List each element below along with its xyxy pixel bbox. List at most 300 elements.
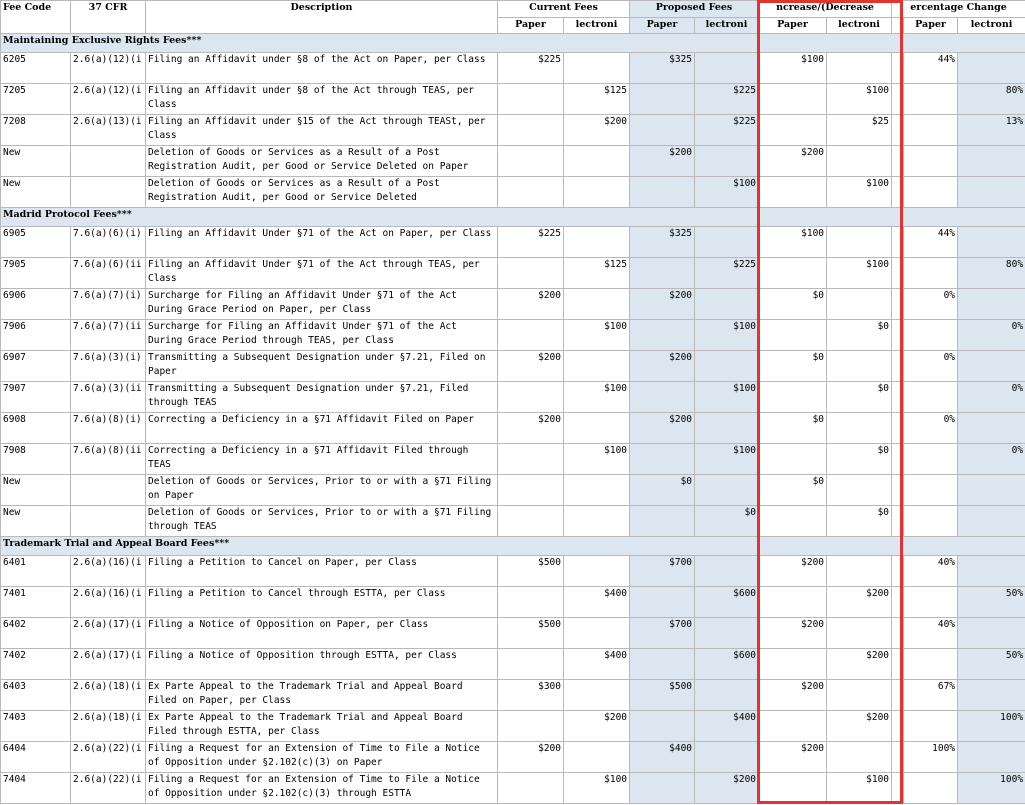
current-electronic-cell: $100	[564, 320, 630, 351]
fee-row	[1, 618, 1025, 649]
percent-electronic-cell	[958, 413, 1025, 444]
spacer-cell	[892, 18, 904, 34]
change-electronic-cell: $200	[827, 649, 892, 680]
spacer-cell	[892, 475, 904, 506]
proposed-paper-cell	[630, 649, 695, 680]
change-electronic-cell	[827, 742, 892, 773]
proposed-electronic-cell	[695, 742, 759, 773]
spacer-cell	[892, 351, 904, 382]
change-electronic-cell: $0	[827, 382, 892, 413]
change-paper-cell	[759, 773, 827, 804]
proposed-paper-cell: $200	[630, 146, 695, 177]
change-electronic-cell: $100	[827, 258, 892, 289]
current-paper-cell: $500	[498, 556, 564, 587]
fee-code-cell: 6905	[1, 227, 71, 258]
fee-row	[1, 115, 1025, 146]
proposed-electronic-cell	[695, 413, 759, 444]
fee-code-cell: New	[1, 506, 71, 537]
change-electronic-cell: $100	[827, 84, 892, 115]
change-paper-cell	[759, 711, 827, 742]
current-electronic-cell	[564, 506, 630, 537]
proposed-paper-cell: $200	[630, 413, 695, 444]
description-cell: Ex Parte Appeal to the Trademark Trial and Appeal Board Filed through ESTTA, per Class	[146, 711, 498, 742]
description-cell: Filing a Petition to Cancel on Paper, per Class	[146, 556, 498, 587]
cfr-cell: 2.6(a)(22)(i	[71, 773, 146, 804]
current-paper-cell: $200	[498, 351, 564, 382]
current-paper-cell	[498, 506, 564, 537]
description-cell: Filing an Affidavit under §15 of the Act through TEASt, per Class	[146, 115, 498, 146]
cfr-cell: 7.6(a)(7)(i)	[71, 289, 146, 320]
percent-paper-cell	[904, 444, 958, 475]
cfr-cell: 7.6(a)(6)(ii	[71, 258, 146, 289]
spacer-cell	[892, 289, 904, 320]
subhead-current-paper: Paper	[498, 18, 564, 34]
proposed-electronic-cell: $225	[695, 84, 759, 115]
current-paper-cell	[498, 382, 564, 413]
change-electronic-cell: $0	[827, 320, 892, 351]
current-electronic-cell: $200	[564, 115, 630, 146]
spacer-cell	[892, 444, 904, 475]
change-paper-cell: $200	[759, 742, 827, 773]
fee-row	[1, 444, 1025, 475]
percent-paper-cell: 0%	[904, 351, 958, 382]
percent-paper-cell: 44%	[904, 53, 958, 84]
spacer-cell	[892, 742, 904, 773]
current-electronic-cell	[564, 177, 630, 208]
fee-code-cell: New	[1, 177, 71, 208]
cfr-cell: 2.6(a)(22)(i	[71, 742, 146, 773]
percent-paper-cell	[904, 84, 958, 115]
section-header	[1, 34, 1025, 53]
change-electronic-cell	[827, 413, 892, 444]
section-header	[1, 537, 1025, 556]
fee-code-cell: 7205	[1, 84, 71, 115]
subhead-proposed-electronic: lectroni	[695, 18, 759, 34]
current-electronic-cell	[564, 351, 630, 382]
proposed-electronic-cell	[695, 53, 759, 84]
current-electronic-cell	[564, 227, 630, 258]
change-electronic-cell	[827, 289, 892, 320]
current-electronic-cell: $100	[564, 444, 630, 475]
cfr-cell: 2.6(a)(18)(i	[71, 680, 146, 711]
proposed-paper-cell	[630, 84, 695, 115]
description-cell: Filing an Affidavit under §8 of the Act through TEAS, per Class	[146, 84, 498, 115]
percent-paper-cell	[904, 115, 958, 146]
section-header	[1, 208, 1025, 227]
spacer-cell	[892, 711, 904, 742]
fee-code-cell: 6205	[1, 53, 71, 84]
fee-row	[1, 742, 1025, 773]
proposed-electronic-cell: $400	[695, 711, 759, 742]
fee-row	[1, 680, 1025, 711]
spacer-cell	[892, 618, 904, 649]
fee-code-cell: 7402	[1, 649, 71, 680]
section-title: Maintaining Exclusive Rights Fees***	[1, 34, 1025, 53]
percent-electronic-cell	[958, 556, 1025, 587]
description-cell: Correcting a Deficiency in a §71 Affidavit Filed through TEAS	[146, 444, 498, 475]
current-paper-cell	[498, 258, 564, 289]
proposed-paper-cell: $500	[630, 680, 695, 711]
header-increase-decrease: ncrease/(Decrease	[759, 1, 892, 18]
description-cell: Filing a Petition to Cancel through ESTTA, per Class	[146, 587, 498, 618]
description-cell: Deletion of Goods or Services, Prior to or with a §71 Filing through TEAS	[146, 506, 498, 537]
percent-electronic-cell	[958, 618, 1025, 649]
percent-electronic-cell	[958, 506, 1025, 537]
percent-paper-cell	[904, 320, 958, 351]
header-fee-code: Fee Code	[1, 1, 71, 34]
proposed-electronic-cell	[695, 146, 759, 177]
percent-paper-cell: 40%	[904, 556, 958, 587]
percent-electronic-cell: 80%	[958, 258, 1025, 289]
percent-paper-cell: 40%	[904, 618, 958, 649]
proposed-paper-cell	[630, 587, 695, 618]
spacer-cell	[892, 506, 904, 537]
percent-electronic-cell	[958, 351, 1025, 382]
current-paper-cell	[498, 475, 564, 506]
spacer-cell	[892, 413, 904, 444]
cfr-cell	[71, 177, 146, 208]
current-electronic-cell: $125	[564, 258, 630, 289]
current-electronic-cell: $125	[564, 84, 630, 115]
fee-code-cell: 7208	[1, 115, 71, 146]
cfr-cell: 7.6(a)(3)(ii	[71, 382, 146, 413]
fee-code-cell: 7906	[1, 320, 71, 351]
change-paper-cell: $0	[759, 351, 827, 382]
percent-electronic-cell: 80%	[958, 84, 1025, 115]
cfr-cell: 2.6(a)(16)(i	[71, 556, 146, 587]
current-paper-cell	[498, 146, 564, 177]
fee-row	[1, 351, 1025, 382]
change-electronic-cell: $0	[827, 444, 892, 475]
description-cell: Transmitting a Subsequent Designation under §7.21, Filed on Paper	[146, 351, 498, 382]
fee-code-cell: 6906	[1, 289, 71, 320]
spacer-cell	[892, 53, 904, 84]
change-paper-cell: $200	[759, 556, 827, 587]
proposed-electronic-cell: $225	[695, 258, 759, 289]
fee-row	[1, 506, 1025, 537]
fee-code-cell: 7403	[1, 711, 71, 742]
spacer-cell	[892, 84, 904, 115]
percent-electronic-cell	[958, 53, 1025, 84]
subhead-percent-electronic: lectroni	[958, 18, 1025, 34]
proposed-electronic-cell	[695, 680, 759, 711]
proposed-paper-cell	[630, 115, 695, 146]
current-electronic-cell	[564, 475, 630, 506]
change-paper-cell	[759, 258, 827, 289]
proposed-electronic-cell	[695, 475, 759, 506]
proposed-paper-cell	[630, 711, 695, 742]
proposed-paper-cell: $200	[630, 351, 695, 382]
proposed-electronic-cell: $100	[695, 320, 759, 351]
percent-paper-cell	[904, 146, 958, 177]
fee-row	[1, 146, 1025, 177]
percent-electronic-cell	[958, 680, 1025, 711]
fee-row	[1, 413, 1025, 444]
percent-paper-cell: 0%	[904, 413, 958, 444]
proposed-paper-cell	[630, 444, 695, 475]
change-paper-cell: $0	[759, 413, 827, 444]
spacer-cell	[892, 773, 904, 804]
change-paper-cell: $100	[759, 53, 827, 84]
current-electronic-cell	[564, 289, 630, 320]
fee-row	[1, 556, 1025, 587]
change-paper-cell: $200	[759, 680, 827, 711]
percent-electronic-cell	[958, 289, 1025, 320]
current-paper-cell: $200	[498, 289, 564, 320]
current-paper-cell	[498, 320, 564, 351]
header-description: Description	[146, 1, 498, 34]
section-title: Trademark Trial and Appeal Board Fees***	[1, 537, 1025, 556]
fee-code-cell: 6908	[1, 413, 71, 444]
description-cell: Deletion of Goods or Services as a Result of a Post Registration Audit, per Good or Service Deleted on Paper	[146, 146, 498, 177]
description-cell: Transmitting a Subsequent Designation under §7.21, Filed through TEAS	[146, 382, 498, 413]
proposed-electronic-cell: $600	[695, 649, 759, 680]
current-electronic-cell	[564, 146, 630, 177]
spacer-cell	[892, 320, 904, 351]
proposed-electronic-cell	[695, 618, 759, 649]
change-paper-cell	[759, 649, 827, 680]
proposed-paper-cell	[630, 382, 695, 413]
percent-electronic-cell	[958, 177, 1025, 208]
fee-code-cell: 6907	[1, 351, 71, 382]
current-electronic-cell	[564, 413, 630, 444]
proposed-paper-cell	[630, 506, 695, 537]
change-electronic-cell	[827, 680, 892, 711]
cfr-cell	[71, 475, 146, 506]
change-paper-cell	[759, 84, 827, 115]
proposed-paper-cell: $325	[630, 227, 695, 258]
proposed-paper-cell	[630, 177, 695, 208]
proposed-electronic-cell	[695, 227, 759, 258]
fee-row	[1, 711, 1025, 742]
proposed-electronic-cell: $200	[695, 773, 759, 804]
description-cell: Ex Parte Appeal to the Trademark Trial and Appeal Board Filed on Paper, per Class	[146, 680, 498, 711]
proposed-paper-cell: $0	[630, 475, 695, 506]
cfr-cell: 7.6(a)(7)(ii	[71, 320, 146, 351]
percent-paper-cell: 0%	[904, 289, 958, 320]
percent-paper-cell	[904, 258, 958, 289]
description-cell: Filing a Notice of Opposition on Paper, per Class	[146, 618, 498, 649]
spacer-cell	[892, 177, 904, 208]
percent-electronic-cell	[958, 742, 1025, 773]
header-percentage-change: ercentage Change	[892, 1, 1025, 18]
current-electronic-cell: $400	[564, 587, 630, 618]
fee-code-cell: 7908	[1, 444, 71, 475]
spacer-cell	[892, 146, 904, 177]
percent-paper-cell	[904, 382, 958, 413]
current-paper-cell	[498, 444, 564, 475]
current-paper-cell: $200	[498, 742, 564, 773]
change-electronic-cell: $200	[827, 587, 892, 618]
fee-code-cell: New	[1, 146, 71, 177]
current-electronic-cell: $200	[564, 711, 630, 742]
proposed-electronic-cell: $100	[695, 382, 759, 413]
fee-code-cell: New	[1, 475, 71, 506]
percent-paper-cell	[904, 773, 958, 804]
proposed-paper-cell	[630, 258, 695, 289]
header-current-fees: Current Fees	[498, 1, 630, 18]
current-paper-cell	[498, 587, 564, 618]
current-electronic-cell	[564, 742, 630, 773]
change-paper-cell: $200	[759, 146, 827, 177]
fee-row	[1, 320, 1025, 351]
subhead-proposed-paper: Paper	[630, 18, 695, 34]
current-paper-cell	[498, 649, 564, 680]
change-electronic-cell	[827, 556, 892, 587]
proposed-electronic-cell: $100	[695, 444, 759, 475]
cfr-cell: 2.6(a)(17)(i	[71, 618, 146, 649]
fee-code-cell: 7907	[1, 382, 71, 413]
description-cell: Deletion of Goods or Services as a Result of a Post Registration Audit, per Good or Service Deleted	[146, 177, 498, 208]
change-electronic-cell: $25	[827, 115, 892, 146]
spacer-cell	[892, 649, 904, 680]
fee-code-cell: 7404	[1, 773, 71, 804]
subhead-change-electronic: lectroni	[827, 18, 892, 34]
cfr-cell: 7.6(a)(6)(i)	[71, 227, 146, 258]
current-electronic-cell	[564, 556, 630, 587]
current-paper-cell	[498, 84, 564, 115]
description-cell: Correcting a Deficiency in a §71 Affidavit Filed on Paper	[146, 413, 498, 444]
change-paper-cell	[759, 506, 827, 537]
spacer-cell	[892, 258, 904, 289]
spacer-cell	[892, 227, 904, 258]
header-row-1	[1, 1, 1025, 18]
description-cell: Filing an Affidavit Under §71 of the Act on Paper, per Class	[146, 227, 498, 258]
current-paper-cell	[498, 177, 564, 208]
fee-row	[1, 84, 1025, 115]
fee-row	[1, 289, 1025, 320]
spacer-cell	[892, 556, 904, 587]
fee-code-cell: 6402	[1, 618, 71, 649]
proposed-electronic-cell	[695, 556, 759, 587]
cfr-cell	[71, 506, 146, 537]
proposed-electronic-cell	[695, 289, 759, 320]
change-paper-cell	[759, 382, 827, 413]
cfr-cell: 7.6(a)(8)(ii	[71, 444, 146, 475]
change-paper-cell	[759, 115, 827, 146]
cfr-cell: 2.6(a)(13)(i	[71, 115, 146, 146]
change-paper-cell	[759, 177, 827, 208]
percent-paper-cell	[904, 177, 958, 208]
fee-row	[1, 258, 1025, 289]
fee-row	[1, 177, 1025, 208]
current-paper-cell	[498, 773, 564, 804]
current-electronic-cell: $100	[564, 773, 630, 804]
fee-row	[1, 382, 1025, 413]
description-cell: Filing an Affidavit under §8 of the Act on Paper, per Class	[146, 53, 498, 84]
change-electronic-cell	[827, 146, 892, 177]
cfr-cell: 7.6(a)(8)(i)	[71, 413, 146, 444]
current-electronic-cell	[564, 680, 630, 711]
percent-electronic-cell	[958, 475, 1025, 506]
description-cell: Filing a Request for an Extension of Time to File a Notice of Opposition under §2.102(c)(3) on Paper	[146, 742, 498, 773]
fee-code-cell: 7905	[1, 258, 71, 289]
change-electronic-cell: $0	[827, 506, 892, 537]
spacer-cell	[892, 587, 904, 618]
percent-paper-cell	[904, 506, 958, 537]
subhead-current-electronic: lectroni	[564, 18, 630, 34]
current-electronic-cell: $400	[564, 649, 630, 680]
proposed-electronic-cell: $100	[695, 177, 759, 208]
spacer-cell	[892, 680, 904, 711]
spacer-cell	[892, 382, 904, 413]
percent-paper-cell	[904, 475, 958, 506]
percent-electronic-cell: 50%	[958, 649, 1025, 680]
cfr-cell: 2.6(a)(12)(i	[71, 84, 146, 115]
description-cell: Surcharge for Filing an Affidavit Under §71 of the Act During Grace Period on Paper, per Class	[146, 289, 498, 320]
percent-electronic-cell: 13%	[958, 115, 1025, 146]
change-electronic-cell: $100	[827, 773, 892, 804]
spacer-cell	[892, 115, 904, 146]
proposed-paper-cell: $700	[630, 618, 695, 649]
proposed-electronic-cell: $0	[695, 506, 759, 537]
percent-electronic-cell: 0%	[958, 382, 1025, 413]
description-cell: Filing a Request for an Extension of Time to File a Notice of Opposition under §2.102(c)(3) through ESTTA	[146, 773, 498, 804]
cfr-cell: 2.6(a)(17)(i	[71, 649, 146, 680]
subhead-percent-paper: Paper	[904, 18, 958, 34]
change-paper-cell: $100	[759, 227, 827, 258]
cfr-cell: 2.6(a)(16)(i	[71, 587, 146, 618]
subhead-change-paper: Paper	[759, 18, 827, 34]
cfr-cell	[71, 146, 146, 177]
header-cfr: 37 CFR	[71, 1, 146, 34]
percent-paper-cell	[904, 711, 958, 742]
description-cell: Filing a Notice of Opposition through ESTTA, per Class	[146, 649, 498, 680]
current-paper-cell: $500	[498, 618, 564, 649]
proposed-paper-cell	[630, 320, 695, 351]
proposed-electronic-cell: $600	[695, 587, 759, 618]
proposed-electronic-cell	[695, 351, 759, 382]
percent-electronic-cell: 100%	[958, 773, 1025, 804]
change-electronic-cell	[827, 351, 892, 382]
percent-electronic-cell: 0%	[958, 444, 1025, 475]
fee-code-cell: 6401	[1, 556, 71, 587]
fee-row	[1, 227, 1025, 258]
proposed-paper-cell: $325	[630, 53, 695, 84]
fee-code-cell: 6403	[1, 680, 71, 711]
proposed-paper-cell: $700	[630, 556, 695, 587]
percent-electronic-cell: 100%	[958, 711, 1025, 742]
cfr-cell: 2.6(a)(12)(i	[71, 53, 146, 84]
percent-electronic-cell: 50%	[958, 587, 1025, 618]
description-cell: Surcharge for Filing an Affidavit Under §71 of the Act During Grace Period through TEAS, per Class	[146, 320, 498, 351]
change-electronic-cell	[827, 53, 892, 84]
fee-row	[1, 475, 1025, 506]
current-paper-cell: $225	[498, 53, 564, 84]
change-paper-cell: $0	[759, 475, 827, 506]
fee-row	[1, 773, 1025, 804]
section-title: Madrid Protocol Fees***	[1, 208, 1025, 227]
current-paper-cell	[498, 115, 564, 146]
proposed-paper-cell: $200	[630, 289, 695, 320]
header-proposed-fees: Proposed Fees	[630, 1, 759, 18]
current-paper-cell	[498, 711, 564, 742]
current-electronic-cell: $100	[564, 382, 630, 413]
percent-electronic-cell: 0%	[958, 320, 1025, 351]
description-cell: Filing an Affidavit Under §71 of the Act through TEAS, per Class	[146, 258, 498, 289]
change-electronic-cell	[827, 227, 892, 258]
change-paper-cell	[759, 320, 827, 351]
change-electronic-cell	[827, 475, 892, 506]
current-paper-cell: $225	[498, 227, 564, 258]
description-cell: Deletion of Goods or Services, Prior to or with a §71 Filing on Paper	[146, 475, 498, 506]
percent-electronic-cell	[958, 146, 1025, 177]
percent-electronic-cell	[958, 227, 1025, 258]
percent-paper-cell	[904, 649, 958, 680]
change-electronic-cell: $200	[827, 711, 892, 742]
proposed-electronic-cell: $225	[695, 115, 759, 146]
change-paper-cell: $200	[759, 618, 827, 649]
